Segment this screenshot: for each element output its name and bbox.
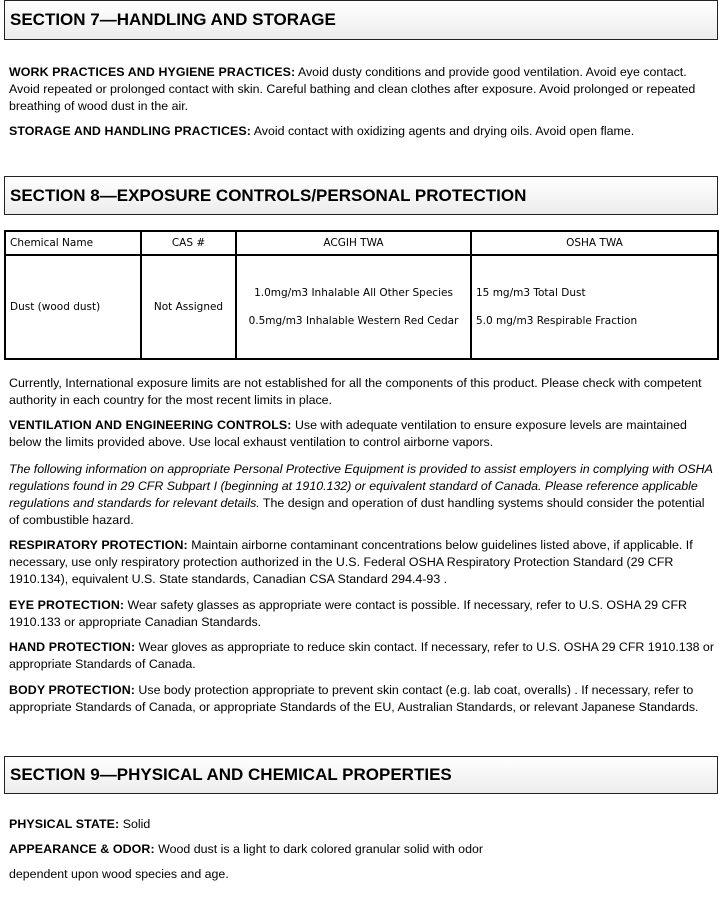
header-cas: CAS #	[141, 231, 236, 255]
appearance-text-2: dependent upon wood species and age.	[9, 867, 229, 881]
cell-chemical: Dust (wood dust)	[5, 255, 141, 359]
international-limits-paragraph	[9, 375, 715, 409]
appearance-paragraph	[9, 841, 715, 858]
section-7-title: SECTION 7—HANDLING AND STORAGE	[10, 10, 336, 29]
ppe-text: The design and operation of dust handling systems should consider the potential of combustible hazard.	[9, 496, 705, 527]
eye-protection-label: EYE PROTECTION:	[9, 598, 125, 612]
table-header-row	[5, 231, 718, 255]
storage-label: STORAGE AND HANDLING PRACTICES:	[9, 124, 251, 138]
hand-protection-text: Wear gloves as appropriate to reduce skin contact. If necessary, refer to U.S. OSHA 29 CFR 1910.138 or appropriate Standards of Canada.	[9, 640, 714, 671]
respiratory-text: Maintain airborne contaminant concentrations below guidelines listed above, if applicable. If necessary, use only respiratory protection authorized in the U.S. Federal OSHA Respiratory Protection Standard (29 CFR 1910.134), equivalent U.S. State standards, Canadian CSA Standard 294.4-93 .	[9, 538, 693, 586]
physical-state-label: PHYSICAL STATE:	[9, 817, 120, 831]
body-protection-label: BODY PROTECTION:	[9, 683, 135, 697]
section-8-header	[4, 176, 718, 215]
header-chemical-name: Chemical Name	[5, 231, 141, 255]
international-limits-text: Currently, International exposure limits are not established for all the components of this product. Please check with competent authority in each country for the most recent limits in place.	[9, 376, 702, 407]
acgih-value-2: 0.5mg/m3 Inhalable Western Red Cedar	[248, 315, 459, 327]
appearance-text: Wood dust is a light to dark colored granular solid with odor	[154, 842, 483, 856]
acgih-value-1: 1.0mg/m3 Inhalable All Other Species	[254, 287, 453, 299]
eye-protection-text: Wear safety glasses as appropriate were contact is possible. If necessary, refer to U.S. OSHA 29 CFR 1910.133 or appropriate Canadian Standards.	[9, 598, 687, 629]
cell-osha	[471, 255, 718, 359]
cell-cas: Not Assigned	[141, 255, 236, 359]
eye-protection-paragraph	[9, 597, 715, 631]
body-protection-text: Use body protection appropriate to prevent skin contact (e.g. lab coat, overalls) . If necessary, refer to appropriate Standards of Canada, or appropriate Standards of the EU, Australian Standards, or relevant Japanese Standards.	[9, 683, 699, 714]
work-practices-paragraph	[9, 64, 715, 115]
hand-protection-label: HAND PROTECTION:	[9, 640, 136, 654]
physical-state-text: Solid	[119, 817, 151, 831]
respiratory-paragraph	[9, 537, 715, 588]
section-7-header	[4, 0, 718, 40]
cell-acgih	[236, 255, 471, 359]
section-9-title: SECTION 9—PHYSICAL AND CHEMICAL PROPERTIES	[10, 765, 452, 784]
osha-value-1: 15 mg/m3 Total Dust	[476, 287, 586, 299]
physical-state-paragraph	[9, 816, 715, 833]
ventilation-label: VENTILATION AND ENGINEERING CONTROLS:	[9, 418, 292, 432]
ppe-paragraph	[9, 461, 715, 529]
storage-paragraph	[9, 123, 715, 140]
header-osha: OSHA TWA	[471, 231, 718, 255]
hand-protection-paragraph	[9, 639, 715, 673]
work-practices-label: WORK PRACTICES AND HYGIENE PRACTICES:	[9, 65, 296, 79]
body-protection-paragraph	[9, 682, 715, 716]
ppe-italic-text: The following information on appropriate Personal Protective Equipment is provided to assist employers in complying with OSHA regulations found in 29 CFR Subpart I (beginning at 1910.132) or equivalent standard of Canada. Please reference applicable regulations and standards for relevant details.	[9, 462, 713, 510]
appearance-continuation	[9, 866, 715, 883]
osha-value-2: 5.0 mg/m3 Respirable Fraction	[476, 315, 638, 327]
work-practices-text: Avoid dusty conditions and provide good ventilation. Avoid eye contact. Avoid repeated or prolonged contact with skin. Careful bathing and clean clothes after exposure. Avoid prolonged or repeated breathing of wood dust in the air.	[9, 65, 696, 113]
table-row	[5, 255, 718, 359]
appearance-label: APPEARANCE & ODOR:	[9, 842, 155, 856]
storage-text: Avoid contact with oxidizing agents and drying oils. Avoid open flame.	[250, 124, 635, 138]
exposure-table	[4, 230, 719, 360]
section-9-header	[4, 756, 718, 794]
respiratory-label: RESPIRATORY PROTECTION:	[9, 538, 188, 552]
header-acgih: ACGIH TWA	[236, 231, 471, 255]
ventilation-text: Use with adequate ventilation to ensure exposure levels are maintained below the limits provided above. Use local exhaust ventilation to control airborne vapors.	[9, 418, 687, 449]
section-8-title: SECTION 8—EXPOSURE CONTROLS/PERSONAL PROTECTION	[10, 185, 527, 205]
ventilation-paragraph	[9, 417, 715, 451]
